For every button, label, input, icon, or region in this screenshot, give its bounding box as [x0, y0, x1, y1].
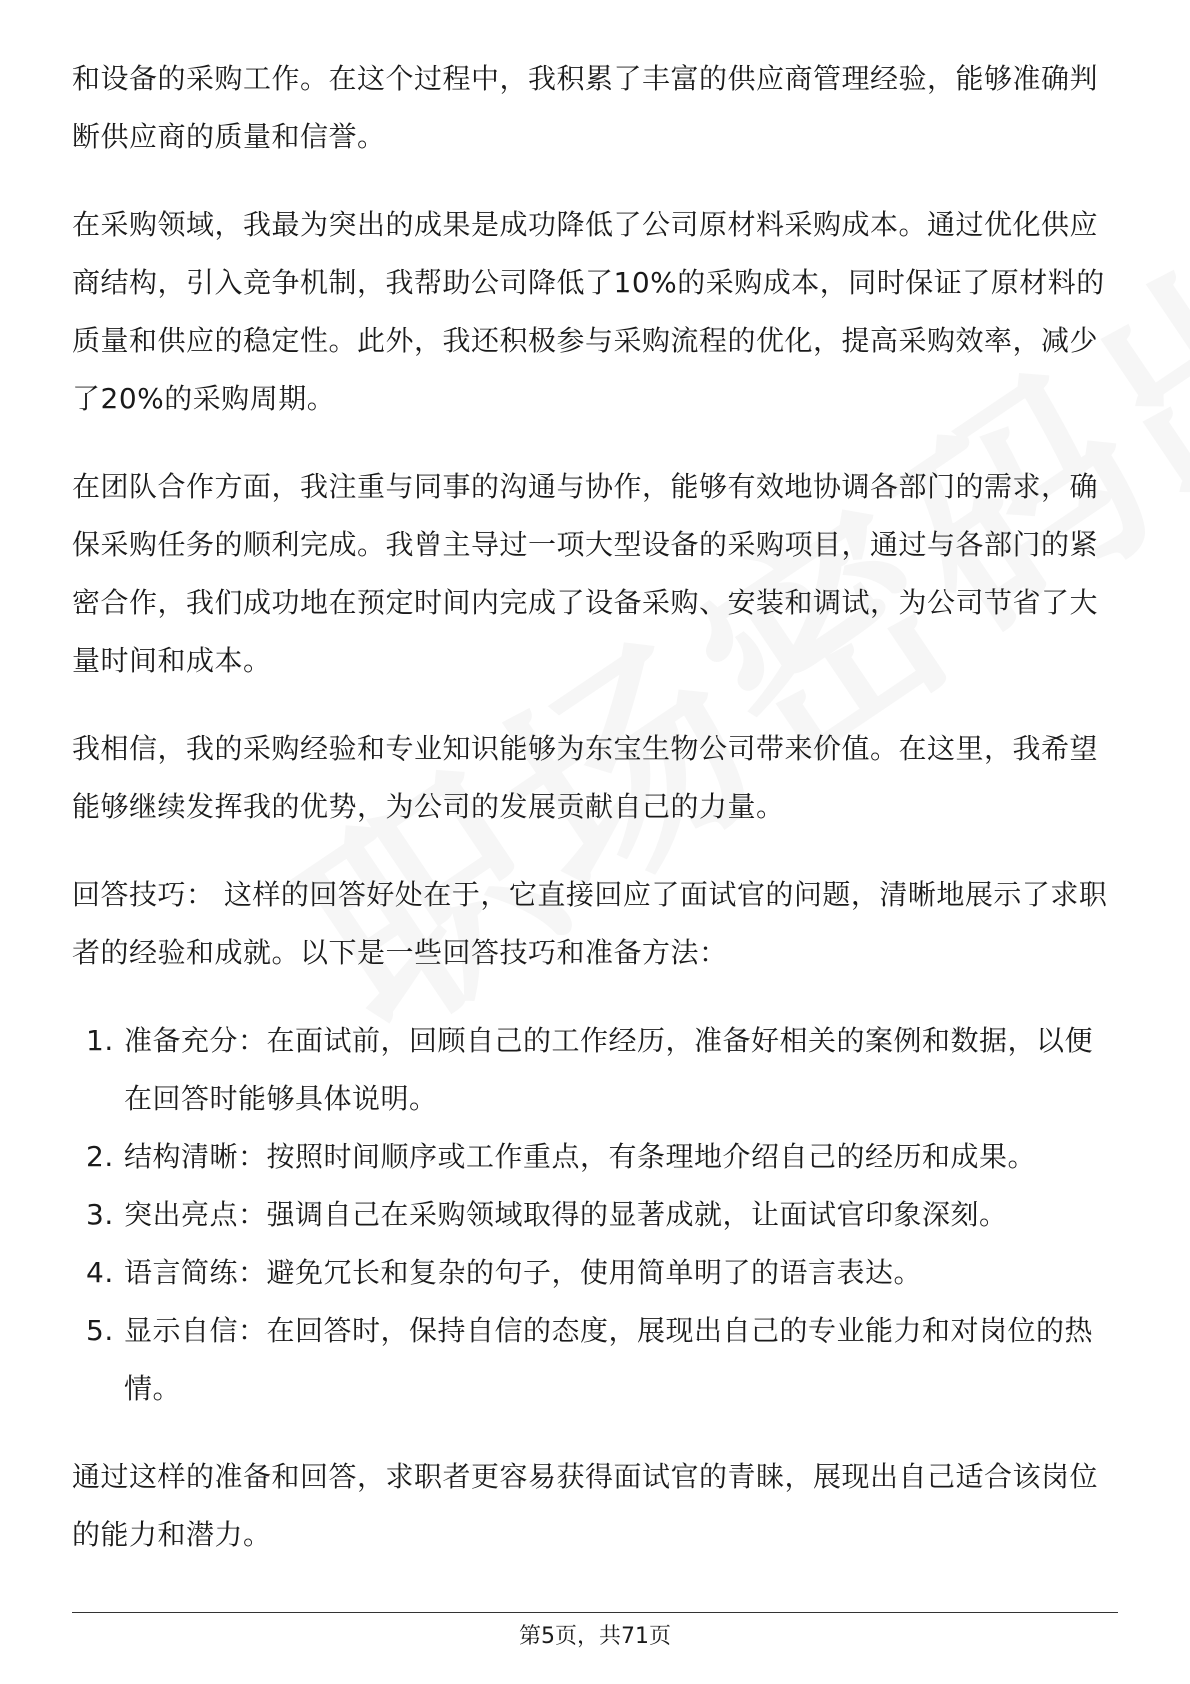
paragraph-value-statement: 我相信，我的采购经验和专业知识能够为东宝生物公司带来价值。在这里，我希望能够继续发挥我的优势，为公司的发展贡献自己的力量。 — [72, 732, 1099, 823]
paragraph-supplier-experience: 和设备的采购工作。在这个过程中，我积累了丰富的供应商管理经验，能够准确判断供应商的质量和信誉。 — [72, 62, 1099, 153]
tips-list — [72, 1012, 1118, 1418]
list-item — [72, 1244, 1118, 1302]
document-body — [72, 50, 1118, 1594]
list-item-number: 2. — [86, 1140, 114, 1173]
list-item-text: 语言简练：避免冗长和复杂的句子，使用简单明了的语言表达。 — [124, 1256, 923, 1289]
list-item-text: 结构清晰：按照时间顺序或工作重点，有条理地介绍自己的经历和成果。 — [124, 1140, 1037, 1173]
list-item — [72, 1302, 1118, 1418]
page-number: 第5页，共71页 — [519, 1624, 671, 1649]
paragraph-closing: 通过这样的准备和回答，求职者更容易获得面试官的青睐，展现出自己适合该岗位的能力和潜力。 — [72, 1460, 1099, 1551]
footer-divider — [72, 1612, 1118, 1613]
list-item-number: 4. — [86, 1256, 114, 1289]
paragraph-answer-tips-intro: 回答技巧： 这样的回答好处在于，它直接回应了面试官的问题，清晰地展示了求职者的经验和成就。以下是一些回答技巧和准备方法： — [72, 878, 1108, 969]
list-item-text: 显示自信：在回答时，保持自信的态度，展现出自己的专业能力和对岗位的热情。 — [124, 1314, 1094, 1405]
paragraph-procurement-achievements: 在采购领域，我最为突出的成果是成功降低了公司原材料采购成本。通过优化供应商结构，引入竞争机制，我帮助公司降低了10%的采购成本，同时保证了原材料的质量和供应的稳定性。此外，我还积极参与采购流程的优化，提高采购效率，减少了20%的采购周期。 — [72, 208, 1105, 415]
list-item — [72, 1012, 1118, 1128]
paragraph-teamwork: 在团队合作方面，我注重与同事的沟通与协作，能够有效地协调各部门的需求，确保采购任务的顺利完成。我曾主导过一项大型设备的采购项目，通过与各部门的紧密合作，我们成功地在预定时间内完成了设备采购、安装和调试，为公司节省了大量时间和成本。 — [72, 470, 1099, 677]
list-item-number: 3. — [86, 1198, 114, 1231]
list-item-text: 准备充分：在面试前，回顾自己的工作经历，准备好相关的案例和数据，以便在回答时能够具体说明。 — [124, 1024, 1094, 1115]
list-item-text: 突出亮点：强调自己在采购领域取得的显著成就，让面试官印象深刻。 — [124, 1198, 1008, 1231]
list-item — [72, 1128, 1118, 1186]
list-item-number: 5. — [86, 1314, 114, 1347]
list-item — [72, 1186, 1118, 1244]
list-item-number: 1. — [86, 1024, 114, 1057]
